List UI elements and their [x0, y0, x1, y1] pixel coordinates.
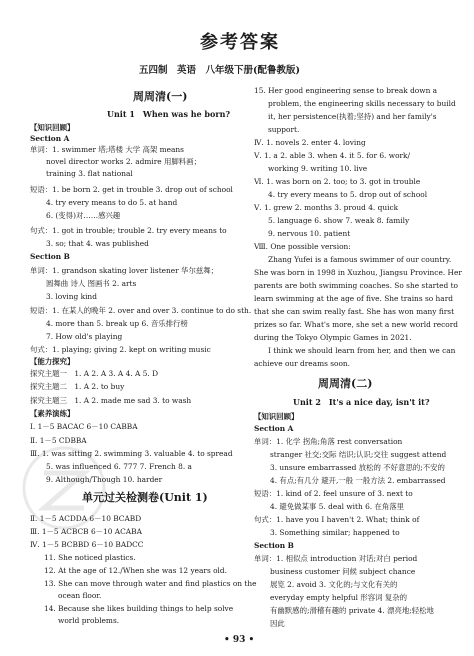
page-subtitle: 五四制 英语 八年级下册(配鲁教版): [139, 65, 300, 76]
left-line: 14. Because she likes building things to help solve: [44, 604, 234, 613]
right-line: She was born in 1998 in Xuzhou, Jiangsu Province. Her: [254, 268, 462, 277]
left-line: 探究主题三 1. A 2. made me sad 3. to wash: [30, 396, 192, 405]
left-line: 短语：1. be born 2. get in trouble 3. drop out of school: [30, 185, 233, 194]
left-line: Ⅱ. 1－5 ACDDA 6－10 BCABD: [30, 514, 142, 523]
left-line: 【能力探究】: [30, 357, 75, 366]
right-line: achieve our dreams soon.: [254, 359, 351, 368]
left-line: 圆舞曲 诗人 图画书 2. arts: [46, 279, 137, 288]
right-line: Ⅴ. 1. grew 2. months 3. proud 4. quick: [254, 203, 399, 212]
right-line: 短语：1. kind of 2. feel unsure of 3. next to: [254, 489, 413, 498]
right-line: 4. 避免做某事 5. deal with 6. 在角落里: [270, 502, 405, 511]
left-line: 探究主题二 1. A 2. to buy: [30, 382, 125, 391]
left-line: Section B: [30, 252, 70, 261]
right-line: 句式：1. have you I haven't 2. What; think of: [254, 515, 420, 524]
left-line: 5. was influenced 6. 777 7. French 8. a: [46, 462, 192, 471]
left-line: novel director works 2. admire 用脚料画；: [46, 157, 201, 166]
right-line: 4. try every means to 5. drop out of school: [268, 190, 428, 199]
left-line: 周周清(一): [133, 90, 188, 103]
left-line: 13. She can move through water and find plastics on the: [44, 579, 257, 588]
right-line: support.: [268, 125, 300, 134]
left-line: Unit 1 When was he born?: [107, 109, 231, 119]
right-line: 因此: [270, 619, 285, 628]
left-line: 9. Although/Though 10. harder: [46, 475, 163, 484]
right-line: 9. nervous 10. patient: [268, 229, 351, 238]
right-line: 单词：1. 相似点 introduction 对话;对白 period: [254, 554, 418, 563]
page-number: • 93 •: [224, 635, 255, 645]
right-line: Section B: [254, 541, 294, 550]
left-line: ocean floor.: [58, 591, 102, 600]
right-line: that she can swim really fast. She has won many first: [254, 307, 455, 316]
left-line: 句式：1. playing; giving 2. kept on writing music: [30, 345, 211, 354]
right-line: business customer 问候 subject chance: [270, 567, 416, 576]
right-line: 5. language 6. show 7. weak 8. family: [268, 216, 410, 225]
left-line: Ⅳ. 1－5 BCBBD 6－10 BADCC: [30, 540, 144, 549]
watermark-logo: [14, 428, 114, 548]
left-line: Ⅲ. 1. was sitting 2. swimming 3. valuable 4. to spread: [30, 449, 233, 458]
left-line: 探究主题一 1. A 2. A 3. A 4. A 5. D: [30, 369, 159, 378]
right-line: learn swimming at the age of five. She trains so hard: [254, 294, 453, 303]
right-line: 3. Something similar; happened to: [270, 528, 400, 537]
right-line: during the Tokyo Olympic Games in 2021.: [254, 333, 412, 342]
right-line: Ⅳ. 1. novels 2. enter 4. loving: [254, 138, 366, 147]
left-line: 单元过关检测卷(Unit 1): [82, 491, 208, 504]
right-line: everyday empty helpful 形容词 复杂的: [270, 593, 408, 602]
right-line: Ⅷ. One possible version:: [254, 242, 351, 251]
left-line: 【知识回顾】: [30, 123, 75, 132]
left-line: 单词：1. grandson skating lover listener 华尔兹舞；: [30, 266, 219, 275]
right-line: Ⅴ. 1. a 2. able 3. when 4. it 5. for 6. work/: [254, 151, 411, 160]
left-line: Ⅲ. 1－5 ACBCB 6－10 ACABA: [30, 527, 142, 536]
left-line: 11. She noticed plastics.: [44, 553, 136, 562]
left-line: 句式：1. got in trouble; trouble 2. try every means to: [30, 226, 227, 235]
page-title: 参考答案: [200, 32, 280, 53]
right-line: 单词：1. 化学 拐角;角落 rest conversation: [254, 437, 403, 446]
right-line: problem, the engineering skills necessary to build: [268, 99, 456, 108]
right-line: 【知识回顾】: [254, 412, 299, 421]
left-line: 6. (变得)对……感兴趣: [46, 211, 121, 220]
right-line: it, her persistence(执着;坚持) and her family's: [268, 112, 437, 121]
left-line: Ⅰ. 1－5 BACAC 6－10 CABBA: [30, 422, 138, 431]
left-line: 【素养演练】: [30, 409, 75, 418]
right-line: Unit 2 It's a nice day, isn't it?: [293, 397, 430, 407]
right-line: working 9. writing 10. live: [268, 164, 368, 173]
left-line: world problems.: [58, 616, 120, 625]
left-line: 4. try every means to do 5. at hand: [46, 198, 178, 207]
left-line: training 3. flat national: [46, 169, 133, 178]
right-line: stranger 社交;交际 结识;认识;交往 suggest attend: [270, 450, 447, 459]
left-line: Ⅱ. 1－5 CDBBA: [30, 436, 87, 445]
left-line: Section A: [30, 134, 70, 143]
left-line: 短语：1. 在某人的晚年 2. over and over 3. continue to do sth.: [30, 306, 252, 315]
left-line: 12. At the age of 12./When she was 12 years old.: [44, 566, 227, 575]
left-line: 7. How old's playing: [46, 332, 123, 341]
right-line: 3. unsure embarrassed 放松的 不好意思的;不安的: [270, 463, 445, 472]
right-line: 有幽默感的;滑稽有趣的 private 4. 漂亮地;轻松地: [270, 606, 434, 615]
right-line: Section A: [254, 424, 294, 433]
right-line: I think we should learn from her, and then we can: [268, 346, 456, 355]
right-line: 4. 有点;有几分 避开,一般 一般方法 2. embarrassed: [270, 476, 446, 485]
left-line: 4. more than 5. break up 6. 音乐排行榜: [46, 319, 188, 328]
right-line: Zhang Yufei is a famous swimmer of our country.: [268, 255, 452, 264]
right-line: prizes so far. What's more, she set a new world record: [254, 320, 458, 329]
right-line: parents are both swimming coaches. So she started to: [254, 281, 458, 290]
left-line: 3. loving kind: [46, 292, 97, 301]
right-line: 15. Her good engineering sense to break down a: [254, 86, 438, 95]
left-line: 3. so; that 4. was published: [46, 239, 149, 248]
right-line: Ⅵ. 1. was born on 2. too; to 3. got in trouble: [254, 177, 421, 186]
right-line: 展览 2. avoid 3. 文化的;与文化有关的: [270, 580, 398, 589]
right-line: 周周清(二): [318, 377, 373, 390]
left-line: 单词：1. swimmer 塔;塔楼 大学 高架 means: [30, 145, 184, 154]
